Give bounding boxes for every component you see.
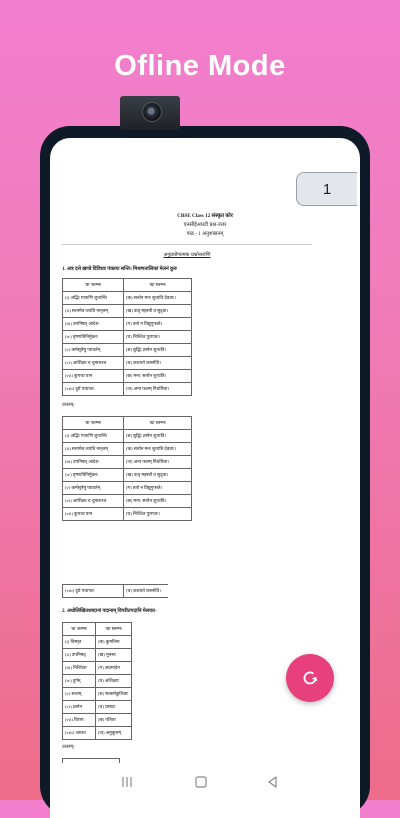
table-cell: (ग) ततो न विद्युगुप्सते। <box>124 318 192 331</box>
table-row <box>63 292 192 305</box>
doc-title: CBSE Class 12 संस्कृत कोर <box>177 213 233 219</box>
table-cell: (ख) मुनस्य <box>96 649 132 662</box>
table-partial <box>62 758 120 763</box>
table-row <box>63 443 192 456</box>
table-cell: (ङ) बुद्धिः ज्ञानेन शुध्यति। <box>124 344 192 357</box>
table-header: 'ख' स्तम्भः <box>124 417 192 430</box>
home-icon[interactable] <box>194 775 208 789</box>
table-cell: (छ) पतिता <box>96 714 132 727</box>
table-cell: (vii) विराग: <box>63 714 96 727</box>
back-icon[interactable] <box>266 775 280 789</box>
table-cell: (iv) तृष्णाविनिर्मुक्तः <box>63 469 124 482</box>
table-header: 'क' स्तम्भः <box>63 623 96 636</box>
table-row <box>63 469 192 482</box>
table-cell: (iii) उपनिषत् आदेश <box>63 318 124 331</box>
table-header: 'ख' स्तम्भः <box>124 279 192 292</box>
match-table-2 <box>62 416 192 521</box>
table-cell: (छ) मना: सत्येन शुध्यति। <box>124 370 192 383</box>
table-row <box>63 482 192 495</box>
table-cell: (viii) दुर्घ पथापत: <box>63 383 124 396</box>
popup-camera <box>120 96 180 130</box>
table-header: 'क' स्तम्भः <box>63 279 124 292</box>
table-cell: (ङ) बुद्धिः ज्ञानेन शुध्यति। <box>124 430 192 443</box>
doc-chapter: पाठ - 1 अनुशासनम् <box>186 231 224 237</box>
table-row <box>63 701 132 714</box>
table-cell: (ii) उपनिषद् <box>63 649 96 662</box>
table-row <box>63 727 132 740</box>
table-row <box>63 662 132 675</box>
table-cell: (i) अद्भिः गात्राणि शुध्यन्ति <box>63 292 124 305</box>
table-cell: (ii) सत्यमेव जयति नानृतम् <box>63 305 124 318</box>
table-cell: (v) कर्मसूत्रेषु प्यावर्तन् <box>63 344 124 357</box>
answer-label: उत्तरम्- <box>62 403 75 408</box>
match-table-1 <box>62 278 192 396</box>
table-cell: (छ) मना: सत्येन शुध्यति। <box>124 495 192 508</box>
table-cell: (vi) आशिक्ष्य च चुनाशश्च <box>63 357 124 370</box>
table-row <box>63 370 192 383</box>
page-number-badge[interactable]: 1 <box>296 172 357 206</box>
camera-lens <box>142 102 162 122</box>
table-row <box>63 636 132 649</box>
doc-subtitle: एनसीईआरटी प्रश्न-उत्तर <box>183 222 227 228</box>
refresh-icon <box>299 667 321 689</box>
table-cell: (viii) दुर्घ पथापत: <box>63 585 124 598</box>
table-cell: (घ) अशिक्षय <box>96 675 132 688</box>
table-row <box>63 675 132 688</box>
table-cell: (च) कथयते शक्नोति। <box>124 585 192 598</box>
table-cell: (iv) तृष्णाविनिर्मुक्तः <box>63 331 124 344</box>
table-cell: (ग) अप्रमादेन <box>96 662 132 675</box>
table-cell: (क) सत्येन मनः शुध्यति देवताः। <box>124 292 192 305</box>
table-cell: (iii) निश्चिता <box>63 662 96 675</box>
table-cell: (ज) अन्य फलम् निर्धारिता। <box>124 383 192 396</box>
table-row <box>63 430 192 443</box>
table-row <box>63 649 132 662</box>
table-row <box>63 331 192 344</box>
table-cell: (घ) निश्चित पुरापतः। <box>124 331 192 344</box>
table-cell: (च) प्रसादः <box>96 701 132 714</box>
document-header <box>50 212 360 239</box>
table-cell: (ङ) सत्कर्मकुशिताः <box>96 688 132 701</box>
table-header: 'ख' स्तम्भः <box>96 623 132 636</box>
table-cell: (च) कथयते शक्नोति। <box>124 357 192 370</box>
table-row <box>63 383 192 396</box>
table-cell: (ग) ततो न विद्युगुप्सते। <box>124 482 192 495</box>
table-row <box>63 305 192 318</box>
question-2: 2. अधोलिखितशब्दानां पदानाम् विपरीतपदानि मेलयत- <box>62 609 157 614</box>
table-row <box>63 714 132 727</box>
table-row <box>63 688 132 701</box>
refresh-button[interactable] <box>286 654 334 702</box>
table-cell: (viii) आशत <box>63 727 96 740</box>
table-cell: (v) कर्मसूत्रेषु प्यावर्तन् <box>63 482 124 495</box>
table-cell: (vii) कुपथ्य यान <box>63 508 124 521</box>
section-title: अनुप्रयोगात्मक प्रश्नोत्तराणि <box>163 252 211 258</box>
table-cell: (i) विस्मृत <box>63 636 96 649</box>
headline: Ofline Mode <box>114 50 286 82</box>
table-row <box>63 344 192 357</box>
table-cell: (v) सत्यम् <box>63 688 96 701</box>
table-cell: (ख) दातृ महस्यौ व सुदृता। <box>124 469 192 482</box>
table-cell: (ii) सत्यमेव जयति नानृतम् <box>63 443 124 456</box>
divider <box>62 244 312 245</box>
answer-label: उत्तरम्- <box>62 745 75 750</box>
table-cell: (घ) निश्चित पुरापतः। <box>124 508 192 521</box>
table-cell: (क) कुमतिना <box>96 636 132 649</box>
match-table-3 <box>62 622 132 740</box>
page-gap <box>168 548 242 688</box>
question-1: 1. अत्र दत्ते खण्डे दिविधाः पंक्तयः सन्ति। मिश्रणतालिकां मेलनं कुरु <box>62 267 177 272</box>
table-cell: (i) अद्भिः गात्राणि शुध्यन्ति <box>63 430 124 443</box>
table-row <box>63 357 192 370</box>
table-cell: (iv) दुर्गम् <box>63 675 96 688</box>
table-cell: (vi) आशिक्ष्य च चुनाशश्च <box>63 495 124 508</box>
table-row <box>63 508 192 521</box>
table-cell: (क) सत्येन मनः शुध्यति देवताः। <box>124 443 192 456</box>
phone-screen <box>50 138 360 818</box>
table-row <box>63 318 192 331</box>
recent-apps-icon[interactable] <box>120 775 134 789</box>
table-cell: (ख) दातृ महस्यौ व सुदृता। <box>124 305 192 318</box>
table-header: 'क' स्तम्भः <box>63 417 124 430</box>
table-row <box>63 456 192 469</box>
table-cell: (vii) कुपथ्य यान <box>63 370 124 383</box>
table-row <box>63 495 192 508</box>
table-cell: (iii) उपनिषत् आदेश <box>63 456 124 469</box>
table-cell: (ज) अन्य फलम् निर्धारिता। <box>124 456 192 469</box>
table-cell: (ज) अनुकूलम् <box>96 727 132 740</box>
table-cell: (vi) ज्ञानेन <box>63 701 96 714</box>
